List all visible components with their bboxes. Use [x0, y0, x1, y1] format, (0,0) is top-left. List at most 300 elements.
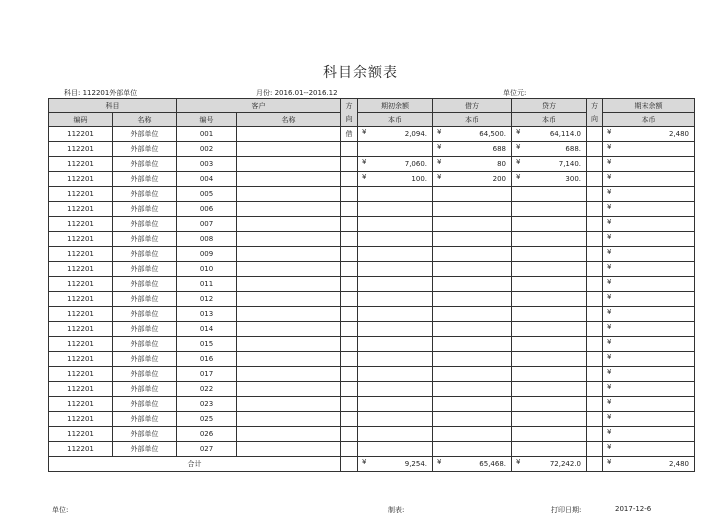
row-cust-name [237, 142, 341, 157]
table-row [49, 292, 695, 307]
header-cust-name: 名称 [237, 113, 341, 127]
currency-symbol: ¥ [607, 398, 612, 406]
row-direction [341, 232, 358, 247]
row-code: 112201 [49, 307, 113, 322]
row-opening: ¥ 7,060. [358, 157, 433, 172]
row-opening: ¥ 100. [358, 172, 433, 187]
row-cust-name [237, 217, 341, 232]
header-closing: 期末余额 [603, 99, 695, 113]
row-cust-code: 009 [177, 247, 237, 262]
total-label: 合计 [49, 457, 341, 472]
currency-symbol: ¥ [607, 308, 612, 316]
currency-symbol: ¥ [607, 293, 612, 301]
row-credit [512, 232, 587, 247]
currency-symbol: ¥ [516, 158, 521, 166]
row-direction [341, 277, 358, 292]
row-debit [433, 352, 512, 367]
row-cust-name [237, 382, 341, 397]
row-direction-2 [587, 202, 603, 217]
row-code: 112201 [49, 382, 113, 397]
header-closing-currency: 本币 [603, 113, 695, 127]
row-direction-2 [587, 232, 603, 247]
row-direction [341, 157, 358, 172]
row-closing [603, 217, 695, 232]
row-debit: ¥ 80 [433, 157, 512, 172]
report-title: 科目余额表 [323, 65, 398, 81]
row-credit [512, 367, 587, 382]
row-direction [341, 382, 358, 397]
row-credit [512, 202, 587, 217]
row-opening [358, 307, 433, 322]
row-closing [603, 367, 695, 382]
currency-symbol: ¥ [607, 233, 612, 241]
row-cust-name [237, 397, 341, 412]
meta-month: 月份: 2016.01--2016.12 [256, 89, 338, 97]
row-code: 112201 [49, 427, 113, 442]
row-direction [341, 262, 358, 277]
meta-unit: 单位元: [503, 89, 527, 97]
row-cust-code: 008 [177, 232, 237, 247]
header-name: 名称 [113, 113, 177, 127]
row-cust-name [237, 157, 341, 172]
row-direction [341, 367, 358, 382]
row-cust-name [237, 337, 341, 352]
currency-symbol: ¥ [607, 263, 612, 271]
row-debit [433, 367, 512, 382]
row-debit [433, 322, 512, 337]
currency-symbol: ¥ [437, 458, 442, 466]
row-direction-2 [587, 157, 603, 172]
row-closing [603, 322, 695, 337]
currency-symbol: ¥ [607, 323, 612, 331]
header-opening: 期初余额 [358, 99, 433, 113]
row-direction-2 [587, 367, 603, 382]
total-credit: ¥ 72,242.0 [512, 457, 587, 472]
row-closing [603, 397, 695, 412]
header-opening-currency: 本币 [358, 113, 433, 127]
currency-symbol: ¥ [437, 143, 442, 151]
row-name: 外部单位 [113, 187, 177, 202]
row-opening [358, 442, 433, 457]
currency-symbol: ¥ [607, 353, 612, 361]
currency-symbol: ¥ [437, 158, 442, 166]
row-cust-code: 004 [177, 172, 237, 187]
row-cust-code: 015 [177, 337, 237, 352]
row-debit [433, 337, 512, 352]
row-code: 112201 [49, 412, 113, 427]
row-direction-2 [587, 277, 603, 292]
row-credit [512, 442, 587, 457]
row-closing [603, 337, 695, 352]
row-direction-2 [587, 292, 603, 307]
table-row [49, 367, 695, 382]
row-credit [512, 307, 587, 322]
row-cust-code: 027 [177, 442, 237, 457]
row-debit [433, 292, 512, 307]
row-code: 112201 [49, 292, 113, 307]
row-code: 112201 [49, 172, 113, 187]
row-name: 外部单位 [113, 217, 177, 232]
currency-symbol: ¥ [607, 278, 612, 286]
total-debit: ¥ 65,468. [433, 457, 512, 472]
row-closing [603, 412, 695, 427]
header-credit-currency: 本币 [512, 113, 587, 127]
row-code: 112201 [49, 202, 113, 217]
currency-symbol: ¥ [607, 338, 612, 346]
table-row [49, 127, 695, 142]
header-direction: 方向 [341, 99, 358, 127]
row-code: 112201 [49, 232, 113, 247]
row-opening [358, 337, 433, 352]
row-credit [512, 262, 587, 277]
table-row [49, 442, 695, 457]
row-cust-code: 001 [177, 127, 237, 142]
row-code: 112201 [49, 442, 113, 457]
table-row [49, 397, 695, 412]
table-row [49, 382, 695, 397]
table-row [49, 157, 695, 172]
footer-print-date-label: 打印日期: [551, 506, 582, 514]
row-direction-2 [587, 217, 603, 232]
header-debit-currency: 本币 [433, 113, 512, 127]
row-closing [603, 382, 695, 397]
row-code: 112201 [49, 127, 113, 142]
row-cust-code: 006 [177, 202, 237, 217]
currency-symbol: ¥ [607, 143, 612, 151]
row-credit [512, 382, 587, 397]
currency-symbol: ¥ [607, 128, 612, 136]
row-closing [603, 442, 695, 457]
table-row [49, 247, 695, 262]
currency-symbol: ¥ [607, 173, 612, 181]
row-cust-name [237, 427, 341, 442]
row-closing [603, 292, 695, 307]
table-row [49, 187, 695, 202]
row-opening [358, 427, 433, 442]
row-closing [603, 172, 695, 187]
row-name: 外部单位 [113, 202, 177, 217]
currency-symbol: ¥ [607, 413, 612, 421]
row-direction [341, 322, 358, 337]
row-name: 外部单位 [113, 412, 177, 427]
currency-symbol: ¥ [607, 368, 612, 376]
row-name: 外部单位 [113, 382, 177, 397]
row-name: 外部单位 [113, 352, 177, 367]
currency-symbol: ¥ [362, 158, 367, 166]
row-credit [512, 247, 587, 262]
row-direction [341, 307, 358, 322]
table-row [49, 232, 695, 247]
row-opening [358, 247, 433, 262]
total-closing: ¥ 2,480 [603, 457, 695, 472]
row-direction-2 [587, 142, 603, 157]
currency-symbol: ¥ [607, 218, 612, 226]
currency-symbol: ¥ [362, 458, 367, 466]
row-credit: ¥ 64,114.0 [512, 127, 587, 142]
row-cust-code: 002 [177, 142, 237, 157]
row-cust-code: 003 [177, 157, 237, 172]
currency-symbol: ¥ [607, 443, 612, 451]
row-code: 112201 [49, 352, 113, 367]
row-code: 112201 [49, 142, 113, 157]
row-cust-code: 014 [177, 322, 237, 337]
row-name: 外部单位 [113, 292, 177, 307]
row-debit [433, 382, 512, 397]
row-debit [433, 202, 512, 217]
currency-symbol: ¥ [516, 128, 521, 136]
table-row [49, 322, 695, 337]
row-code: 112201 [49, 322, 113, 337]
row-name: 外部单位 [113, 367, 177, 382]
table-row [49, 412, 695, 427]
table-row [49, 202, 695, 217]
row-debit [433, 397, 512, 412]
row-closing: ¥ 2,480 [603, 127, 695, 142]
row-cust-name [237, 307, 341, 322]
table-body [49, 127, 695, 457]
row-cust-name [237, 232, 341, 247]
row-name: 外部单位 [113, 157, 177, 172]
total-direction [341, 457, 358, 472]
total-row [49, 457, 695, 472]
row-cust-code: 011 [177, 277, 237, 292]
row-credit [512, 292, 587, 307]
row-direction-2 [587, 382, 603, 397]
row-direction-2 [587, 352, 603, 367]
row-opening [358, 322, 433, 337]
row-cust-code: 005 [177, 187, 237, 202]
row-direction-2 [587, 412, 603, 427]
row-direction-2 [587, 322, 603, 337]
row-closing [603, 427, 695, 442]
row-closing [603, 352, 695, 367]
row-debit: ¥ 64,500. [433, 127, 512, 142]
row-debit [433, 187, 512, 202]
row-direction-2 [587, 262, 603, 277]
row-credit [512, 427, 587, 442]
row-credit: ¥ 300. [512, 172, 587, 187]
row-name: 外部单位 [113, 127, 177, 142]
row-credit [512, 277, 587, 292]
row-name: 外部单位 [113, 247, 177, 262]
row-code: 112201 [49, 187, 113, 202]
row-debit [433, 412, 512, 427]
currency-symbol: ¥ [362, 173, 367, 181]
header-credit: 贷方 [512, 99, 587, 113]
row-name: 外部单位 [113, 232, 177, 247]
row-direction [341, 412, 358, 427]
row-credit [512, 397, 587, 412]
row-debit [433, 247, 512, 262]
row-debit [433, 232, 512, 247]
currency-symbol: ¥ [362, 128, 367, 136]
header-subject-group: 科目 [49, 99, 177, 113]
row-cust-code: 026 [177, 427, 237, 442]
row-closing [603, 262, 695, 277]
row-direction [341, 172, 358, 187]
row-cust-name [237, 412, 341, 427]
row-debit [433, 307, 512, 322]
row-cust-name [237, 292, 341, 307]
row-direction-2 [587, 442, 603, 457]
row-credit: ¥ 688. [512, 142, 587, 157]
row-direction [341, 142, 358, 157]
row-name: 外部单位 [113, 397, 177, 412]
table-row [49, 142, 695, 157]
row-direction [341, 352, 358, 367]
row-closing [603, 142, 695, 157]
row-closing [603, 307, 695, 322]
table-row [49, 217, 695, 232]
row-name: 外部单位 [113, 277, 177, 292]
row-debit [433, 277, 512, 292]
row-cust-code: 016 [177, 352, 237, 367]
row-opening [358, 217, 433, 232]
currency-symbol: ¥ [437, 173, 442, 181]
header-debit: 借方 [433, 99, 512, 113]
currency-symbol: ¥ [607, 428, 612, 436]
row-cust-name [237, 187, 341, 202]
row-direction [341, 442, 358, 457]
row-cust-name [237, 367, 341, 382]
row-cust-code: 012 [177, 292, 237, 307]
row-cust-code: 025 [177, 412, 237, 427]
row-name: 外部单位 [113, 142, 177, 157]
row-cust-name [237, 262, 341, 277]
row-cust-code: 017 [177, 367, 237, 382]
currency-symbol: ¥ [607, 458, 612, 466]
row-cust-name [237, 127, 341, 142]
row-direction: 借 [341, 127, 358, 142]
row-code: 112201 [49, 277, 113, 292]
row-credit [512, 322, 587, 337]
row-direction-2 [587, 427, 603, 442]
row-closing [603, 157, 695, 172]
row-cust-code: 023 [177, 397, 237, 412]
row-direction-2 [587, 397, 603, 412]
table-row [49, 307, 695, 322]
row-debit: ¥ 200 [433, 172, 512, 187]
row-opening [358, 202, 433, 217]
row-direction [341, 217, 358, 232]
header-cust-code: 编号 [177, 113, 237, 127]
row-opening [358, 397, 433, 412]
row-direction [341, 397, 358, 412]
row-opening [358, 412, 433, 427]
row-direction-2 [587, 187, 603, 202]
row-name: 外部单位 [113, 307, 177, 322]
row-debit [433, 427, 512, 442]
row-direction [341, 427, 358, 442]
row-opening [358, 262, 433, 277]
currency-symbol: ¥ [607, 248, 612, 256]
table-row [49, 172, 695, 187]
currency-symbol: ¥ [516, 173, 521, 181]
balance-table [48, 98, 695, 472]
row-direction-2 [587, 337, 603, 352]
row-cust-name [237, 247, 341, 262]
row-cust-code: 022 [177, 382, 237, 397]
total-direction-2 [587, 457, 603, 472]
row-cust-name [237, 322, 341, 337]
row-closing [603, 247, 695, 262]
row-opening [358, 367, 433, 382]
row-cust-code: 007 [177, 217, 237, 232]
row-cust-name [237, 352, 341, 367]
table-row [49, 352, 695, 367]
currency-symbol: ¥ [516, 458, 521, 466]
row-credit [512, 352, 587, 367]
row-credit [512, 217, 587, 232]
row-cust-code: 013 [177, 307, 237, 322]
currency-symbol: ¥ [607, 383, 612, 391]
row-cust-name [237, 172, 341, 187]
row-closing [603, 202, 695, 217]
footer-maker: 制表: [388, 506, 405, 514]
row-opening [358, 292, 433, 307]
row-credit [512, 412, 587, 427]
row-name: 外部单位 [113, 442, 177, 457]
currency-symbol: ¥ [607, 158, 612, 166]
table-row [49, 427, 695, 442]
row-cust-name [237, 202, 341, 217]
row-code: 112201 [49, 367, 113, 382]
header-direction-2: 方向 [587, 99, 603, 127]
row-opening [358, 232, 433, 247]
row-name: 外部单位 [113, 427, 177, 442]
row-opening [358, 277, 433, 292]
row-credit [512, 337, 587, 352]
row-cust-name [237, 442, 341, 457]
row-direction-2 [587, 307, 603, 322]
currency-symbol: ¥ [607, 188, 612, 196]
currency-symbol: ¥ [516, 143, 521, 151]
row-opening [358, 187, 433, 202]
currency-symbol: ¥ [437, 128, 442, 136]
row-direction-2 [587, 127, 603, 142]
row-code: 112201 [49, 157, 113, 172]
row-name: 外部单位 [113, 262, 177, 277]
row-code: 112201 [49, 397, 113, 412]
row-name: 外部单位 [113, 322, 177, 337]
row-debit [433, 442, 512, 457]
row-closing [603, 187, 695, 202]
currency-symbol: ¥ [607, 203, 612, 211]
row-opening [358, 142, 433, 157]
row-closing [603, 277, 695, 292]
row-direction [341, 202, 358, 217]
row-code: 112201 [49, 217, 113, 232]
footer-print-date: 2017-12-6 [615, 505, 652, 513]
row-cust-code: 010 [177, 262, 237, 277]
row-direction [341, 247, 358, 262]
row-direction [341, 292, 358, 307]
row-closing [603, 232, 695, 247]
row-code: 112201 [49, 337, 113, 352]
row-direction-2 [587, 172, 603, 187]
header-code: 编码 [49, 113, 113, 127]
row-debit [433, 217, 512, 232]
row-direction [341, 187, 358, 202]
row-debit [433, 262, 512, 277]
row-code: 112201 [49, 262, 113, 277]
row-cust-name [237, 277, 341, 292]
row-opening: ¥ 2,094. [358, 127, 433, 142]
row-credit [512, 187, 587, 202]
row-name: 外部单位 [113, 337, 177, 352]
row-opening [358, 352, 433, 367]
table-row [49, 277, 695, 292]
